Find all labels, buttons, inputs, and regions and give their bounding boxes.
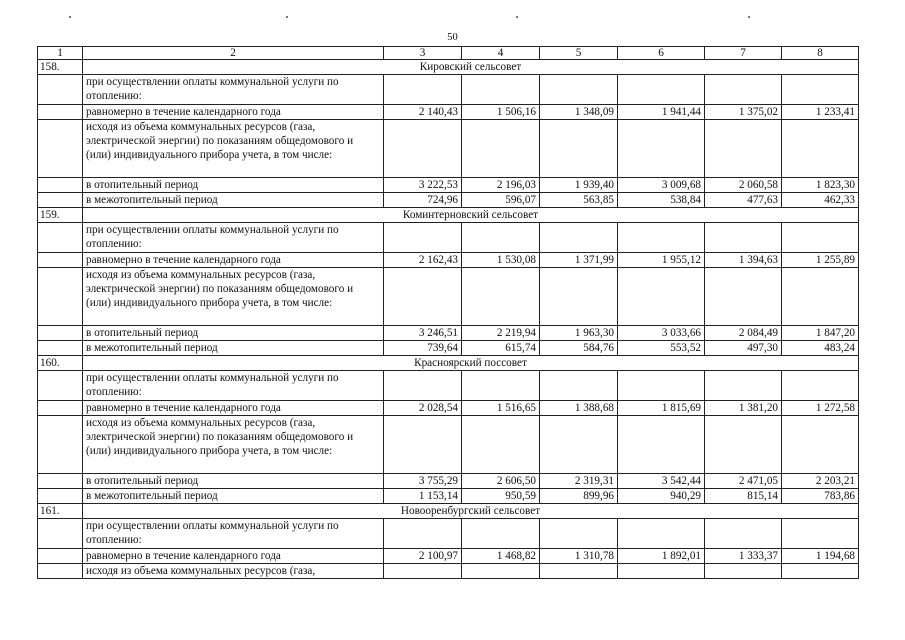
value-cell <box>540 119 618 177</box>
section-index: 161. <box>38 504 83 519</box>
value-cell <box>462 371 540 400</box>
value-cell <box>462 267 540 325</box>
value-cell <box>540 267 618 325</box>
row-description: при осуществлении оплаты коммунальной услуги по отоплению: <box>83 75 384 104</box>
table-row <box>38 519 859 548</box>
value-cell <box>705 563 782 578</box>
value-cell: 2 471,05 <box>705 473 782 488</box>
value-cell: 2 084,49 <box>705 325 782 340</box>
scan-speck <box>516 16 518 18</box>
value-cell: 2 219,94 <box>462 325 540 340</box>
value-cell: 783,86 <box>782 488 859 503</box>
value-cell <box>705 415 782 473</box>
value-cell: 1 381,20 <box>705 400 782 415</box>
page-number: 50 <box>447 32 458 43</box>
table-row <box>38 563 859 578</box>
table-row <box>38 75 859 104</box>
value-cell <box>384 267 462 325</box>
value-cell: 596,07 <box>462 192 540 207</box>
value-cell: 1 530,08 <box>462 252 540 267</box>
value-cell <box>782 415 859 473</box>
value-cell: 739,64 <box>384 340 462 355</box>
table-body <box>38 47 859 579</box>
index-cell <box>38 223 83 252</box>
value-cell <box>782 119 859 177</box>
value-cell <box>782 371 859 400</box>
value-cell <box>618 563 705 578</box>
value-cell: 1 939,40 <box>540 177 618 192</box>
row-description: исходя из объема коммунальных ресурсов (газа, <box>83 563 384 578</box>
index-cell <box>38 340 83 355</box>
value-cell <box>782 267 859 325</box>
value-cell: 1 963,30 <box>540 325 618 340</box>
index-cell <box>38 473 83 488</box>
value-cell <box>618 75 705 104</box>
value-cell <box>705 75 782 104</box>
row-description: при осуществлении оплаты коммунальной услуги по отоплению: <box>83 519 384 548</box>
value-cell <box>782 519 859 548</box>
value-cell <box>540 519 618 548</box>
header-cell: 4 <box>462 47 540 60</box>
header-cell: 7 <box>705 47 782 60</box>
value-cell: 1 815,69 <box>618 400 705 415</box>
table-row <box>38 473 859 488</box>
value-cell: 1 371,99 <box>540 252 618 267</box>
value-cell: 3 009,68 <box>618 177 705 192</box>
index-cell <box>38 325 83 340</box>
index-cell <box>38 252 83 267</box>
value-cell <box>384 119 462 177</box>
tariff-table <box>37 46 859 579</box>
table-row <box>38 415 859 473</box>
section-row <box>38 208 859 223</box>
index-cell <box>38 192 83 207</box>
value-cell <box>462 563 540 578</box>
value-cell <box>705 119 782 177</box>
value-cell: 1 847,20 <box>782 325 859 340</box>
scan-speck <box>748 16 750 18</box>
table-row <box>38 400 859 415</box>
table-row <box>38 340 859 355</box>
index-cell <box>38 119 83 177</box>
value-cell <box>618 415 705 473</box>
value-cell: 1 955,12 <box>618 252 705 267</box>
row-description: равномерно в течение календарного года <box>83 252 384 267</box>
table-row <box>38 267 859 325</box>
value-cell: 538,84 <box>618 192 705 207</box>
value-cell: 615,74 <box>462 340 540 355</box>
value-cell: 1 468,82 <box>462 548 540 563</box>
section-row <box>38 356 859 371</box>
index-cell <box>38 400 83 415</box>
section-row <box>38 504 859 519</box>
value-cell <box>384 415 462 473</box>
header-cell: 5 <box>540 47 618 60</box>
value-cell: 3 222,53 <box>384 177 462 192</box>
value-cell: 1 348,09 <box>540 104 618 119</box>
header-cell: 6 <box>618 47 705 60</box>
table-row <box>38 325 859 340</box>
section-title: Новооренбургский сельсовет <box>83 504 859 519</box>
table-row <box>38 119 859 177</box>
section-row <box>38 60 859 75</box>
row-description: исходя из объема коммунальных ресурсов (газа, электрической энергии) по показаниям общедомового и (или) индивидуального прибора учета, в том числе: <box>83 119 384 177</box>
value-cell: 1 310,78 <box>540 548 618 563</box>
row-description: в отопительный период <box>83 473 384 488</box>
value-cell: 2 060,58 <box>705 177 782 192</box>
table-row <box>38 177 859 192</box>
value-cell: 950,59 <box>462 488 540 503</box>
value-cell: 1 892,01 <box>618 548 705 563</box>
index-cell <box>38 75 83 104</box>
section-index: 159. <box>38 208 83 223</box>
value-cell: 1 255,89 <box>782 252 859 267</box>
value-cell: 2 203,21 <box>782 473 859 488</box>
row-description: в отопительный период <box>83 325 384 340</box>
index-cell <box>38 177 83 192</box>
value-cell <box>462 75 540 104</box>
value-cell <box>540 415 618 473</box>
table-row <box>38 252 859 267</box>
value-cell: 584,76 <box>540 340 618 355</box>
value-cell: 2 140,43 <box>384 104 462 119</box>
value-cell: 724,96 <box>384 192 462 207</box>
value-cell: 462,33 <box>782 192 859 207</box>
row-description: исходя из объема коммунальных ресурсов (газа, электрической энергии) по показаниям общедомового и (или) индивидуального прибора учета, в том числе: <box>83 415 384 473</box>
value-cell <box>618 223 705 252</box>
value-cell <box>462 119 540 177</box>
index-cell <box>38 104 83 119</box>
value-cell: 477,63 <box>705 192 782 207</box>
index-cell <box>38 371 83 400</box>
value-cell: 1 388,68 <box>540 400 618 415</box>
value-cell <box>462 223 540 252</box>
value-cell <box>618 519 705 548</box>
value-cell <box>384 371 462 400</box>
value-cell: 1 823,30 <box>782 177 859 192</box>
index-cell <box>38 563 83 578</box>
header-cell: 3 <box>384 47 462 60</box>
value-cell <box>618 267 705 325</box>
value-cell: 2 028,54 <box>384 400 462 415</box>
row-description: при осуществлении оплаты коммунальной услуги по отоплению: <box>83 223 384 252</box>
value-cell: 815,14 <box>705 488 782 503</box>
scan-speck <box>286 16 288 18</box>
value-cell <box>540 563 618 578</box>
value-cell: 2 196,03 <box>462 177 540 192</box>
value-cell: 3 755,29 <box>384 473 462 488</box>
index-cell <box>38 267 83 325</box>
value-cell: 1 153,14 <box>384 488 462 503</box>
row-description: исходя из объема коммунальных ресурсов (газа, электрической энергии) по показаниям общедомового и (или) индивидуального прибора учета, в том числе: <box>83 267 384 325</box>
value-cell <box>540 75 618 104</box>
value-cell: 497,30 <box>705 340 782 355</box>
value-cell: 483,24 <box>782 340 859 355</box>
value-cell: 1 333,37 <box>705 548 782 563</box>
value-cell <box>782 223 859 252</box>
row-description: при осуществлении оплаты коммунальной услуги по отоплению: <box>83 371 384 400</box>
section-index: 160. <box>38 356 83 371</box>
header-cell: 2 <box>83 47 384 60</box>
index-cell <box>38 519 83 548</box>
value-cell <box>782 563 859 578</box>
value-cell <box>384 75 462 104</box>
row-description: в отопительный период <box>83 177 384 192</box>
table-row <box>38 548 859 563</box>
section-title: Красноярский поссовет <box>83 356 859 371</box>
value-cell: 563,85 <box>540 192 618 207</box>
index-cell <box>38 548 83 563</box>
table-row <box>38 371 859 400</box>
value-cell <box>782 75 859 104</box>
row-description: равномерно в течение календарного года <box>83 104 384 119</box>
value-cell <box>384 519 462 548</box>
index-cell <box>38 488 83 503</box>
value-cell: 1 272,58 <box>782 400 859 415</box>
value-cell: 3 033,66 <box>618 325 705 340</box>
section-index: 158. <box>38 60 83 75</box>
value-cell: 2 606,50 <box>462 473 540 488</box>
index-cell <box>38 415 83 473</box>
value-cell <box>705 223 782 252</box>
value-cell <box>618 371 705 400</box>
value-cell: 1 394,63 <box>705 252 782 267</box>
row-description: равномерно в течение календарного года <box>83 400 384 415</box>
value-cell <box>384 563 462 578</box>
header-row <box>38 47 859 60</box>
value-cell: 1 375,02 <box>705 104 782 119</box>
value-cell <box>462 415 540 473</box>
table-row <box>38 223 859 252</box>
table-row <box>38 488 859 503</box>
value-cell: 1 194,68 <box>782 548 859 563</box>
row-description: в межотопительный период <box>83 192 384 207</box>
table-row <box>38 192 859 207</box>
value-cell: 940,29 <box>618 488 705 503</box>
value-cell <box>705 267 782 325</box>
value-cell: 1 941,44 <box>618 104 705 119</box>
value-cell: 1 506,16 <box>462 104 540 119</box>
value-cell: 899,96 <box>540 488 618 503</box>
value-cell: 2 162,43 <box>384 252 462 267</box>
scan-speck <box>69 16 71 18</box>
value-cell: 1 233,41 <box>782 104 859 119</box>
value-cell <box>540 223 618 252</box>
value-cell: 3 542,44 <box>618 473 705 488</box>
table-row <box>38 104 859 119</box>
value-cell: 2 100,97 <box>384 548 462 563</box>
value-cell <box>705 519 782 548</box>
value-cell <box>705 371 782 400</box>
row-description: в межотопительный период <box>83 488 384 503</box>
value-cell: 2 319,31 <box>540 473 618 488</box>
value-cell: 1 516,65 <box>462 400 540 415</box>
value-cell <box>540 371 618 400</box>
value-cell: 3 246,51 <box>384 325 462 340</box>
header-cell: 8 <box>782 47 859 60</box>
section-title: Кировский сельсовет <box>83 60 859 75</box>
section-title: Коминтерновский сельсовет <box>83 208 859 223</box>
header-cell: 1 <box>38 47 83 60</box>
value-cell <box>462 519 540 548</box>
value-cell: 553,52 <box>618 340 705 355</box>
row-description: равномерно в течение календарного года <box>83 548 384 563</box>
value-cell <box>384 223 462 252</box>
value-cell <box>618 119 705 177</box>
row-description: в межотопительный период <box>83 340 384 355</box>
